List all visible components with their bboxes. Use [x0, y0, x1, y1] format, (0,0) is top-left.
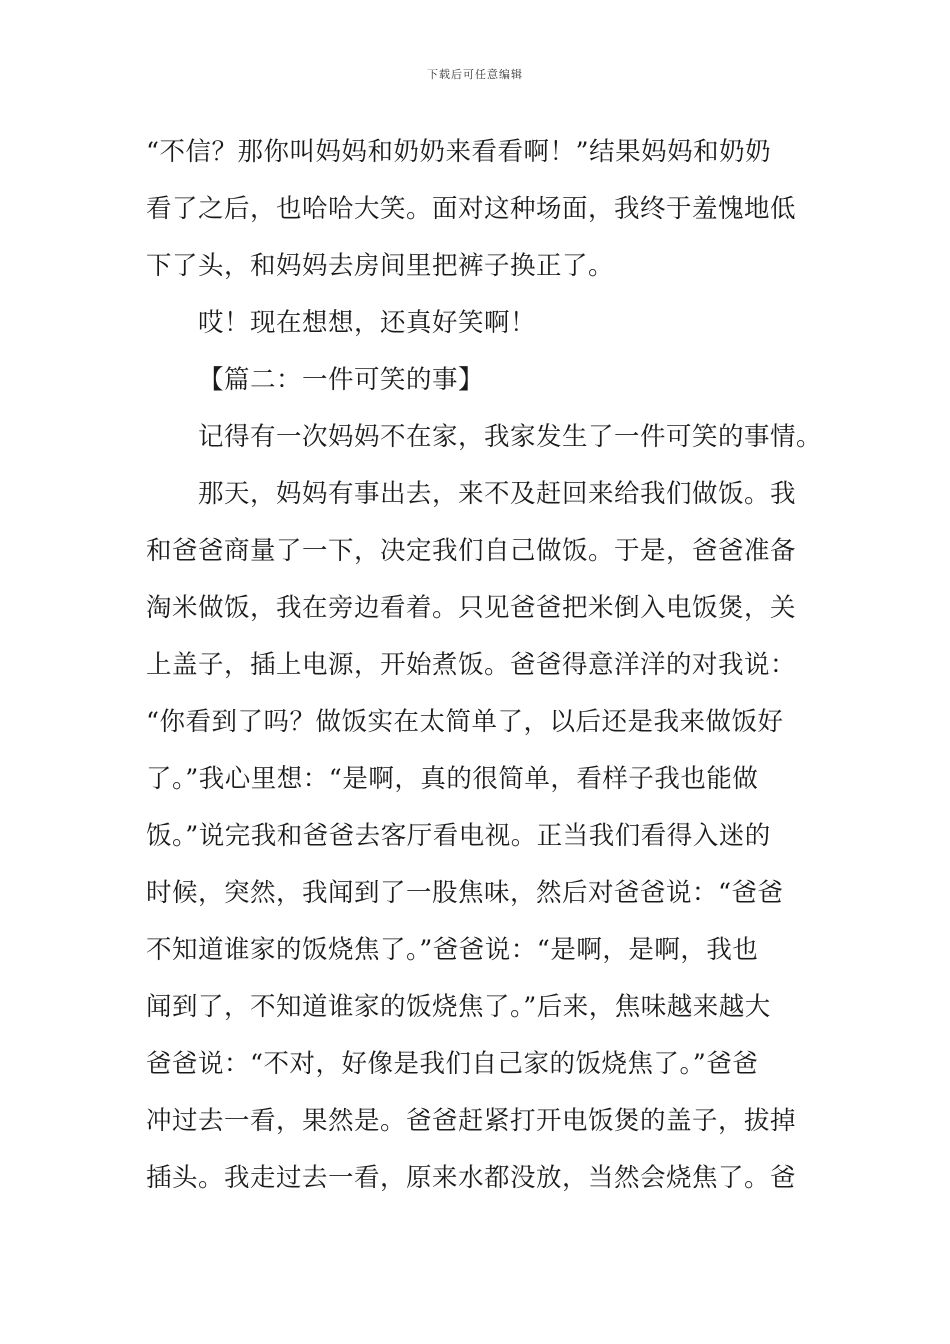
- paragraph-line: 饭。”说完我和爸爸去客厅看电视。正当我们看得入迷的: [146, 821, 771, 851]
- paragraph-line: 爸爸说：“不对，好像是我们自己家的饭烧焦了。”爸爸: [146, 1049, 759, 1079]
- paragraph-line: 淘米做饭，我在旁边看着。只见爸爸把米倒入电饭煲，关: [146, 593, 797, 623]
- paragraph-line: 那天，妈妈有事出去，来不及赶回来给我们做饭。我: [198, 479, 797, 509]
- paragraph-line: 了。”我心里想：“是啊，真的很简单，看样子我也能做: [146, 764, 759, 794]
- paragraph-line: 记得有一次妈妈不在家，我家发生了一件可笑的事情。: [198, 422, 823, 452]
- paragraph-line: 不知道谁家的饭烧焦了。”爸爸说：“是啊，是啊，我也: [146, 935, 759, 965]
- paragraph-line: “你看到了吗？做饭实在太简单了，以后还是我来做饭好: [146, 707, 784, 737]
- paragraph-line: 看了之后，也哈哈大笑。面对这种场面，我终于羞愧地低: [146, 194, 797, 224]
- paragraph-line: 和爸爸商量了一下，决定我们自己做饭。于是，爸爸准备: [146, 536, 797, 566]
- document-body: [146, 124, 823, 1207]
- paragraph-line: 下了头，和妈妈去房间里把裤子换正了。: [146, 251, 615, 281]
- page-header: 下载后可任意编辑: [427, 68, 523, 81]
- paragraph-line: “不信？那你叫妈妈和奶奶来看看啊！”结果妈妈和奶奶: [146, 137, 772, 167]
- paragraph-line: 冲过去一看，果然是。爸爸赶紧打开电饭煲的盖子，拔掉: [146, 1106, 797, 1136]
- paragraph-line: 哎！现在想想，还真好笑啊！: [198, 308, 537, 338]
- paragraph-line: 时候，突然，我闻到了一股焦味，然后对爸爸说：“爸爸: [146, 878, 784, 908]
- section-title: 【篇二：一件可笑的事】: [198, 365, 485, 395]
- paragraph-line: 插头。我走过去一看，原来水都没放，当然会烧焦了。爸: [146, 1163, 797, 1193]
- paragraph-line: 上盖子，插上电源，开始煮饭。爸爸得意洋洋的对我说：: [146, 650, 797, 680]
- paragraph-line: 闻到了，不知道谁家的饭烧焦了。”后来，焦味越来越大: [146, 992, 771, 1022]
